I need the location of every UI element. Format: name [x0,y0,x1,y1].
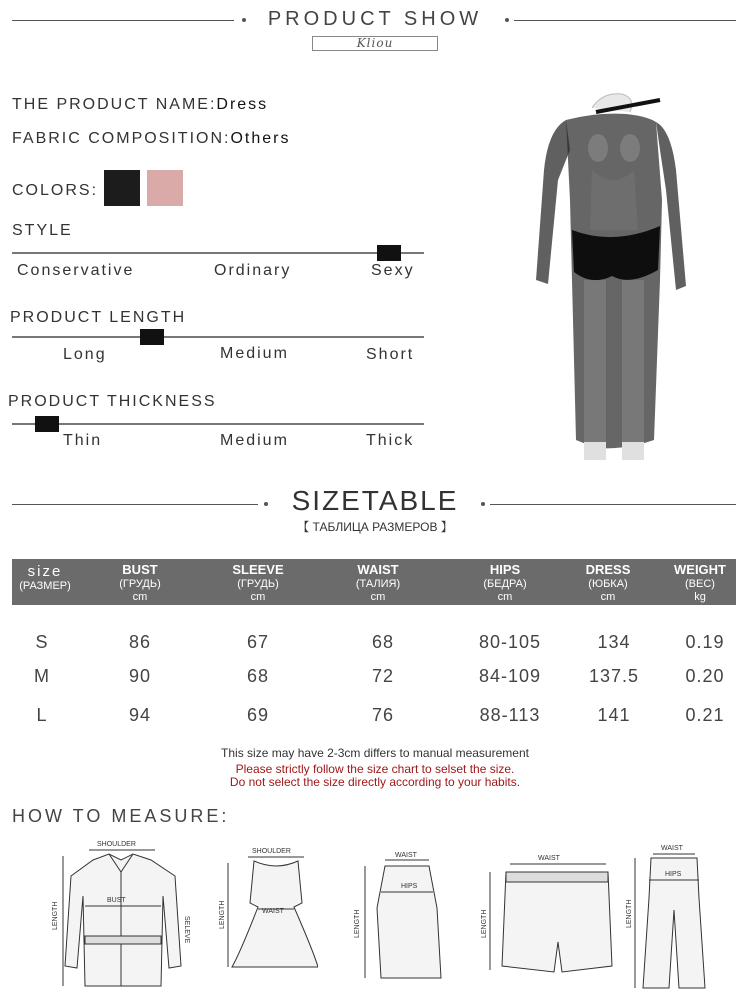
cell-bust-l: 94 [128,705,152,725]
length-scale-line [12,336,424,338]
length-title: PRODUCT LENGTH [10,309,187,326]
how-to-measure-title: HOW TO MEASURE: [12,806,230,826]
fabric-composition: FABRIC COMPOSITION:Others [12,130,291,147]
brand-label: Kliou [312,36,438,51]
skirt-length-label: LENGTH [354,909,361,938]
pants-measure-diagram [625,838,715,996]
header-dot-right [505,18,509,22]
sizetable-title: SIZETABLE [291,485,459,516]
cell-size-m: M [34,666,50,686]
style-label-conservative: Conservative [17,262,135,279]
sizetable-line-right [490,504,736,505]
header-dress: DRESS (ЮБКА) cm [585,562,631,603]
product-name: THE PRODUCT NAME:Dress [12,96,269,113]
cell-weight-l: 0.21 [685,705,725,725]
shirt-sleeve-label: SELEVE [183,916,190,944]
size-table-header [12,559,736,605]
size-warning-1: Please strictly follow the size chart to selset the size. [235,762,515,776]
length-label-medium: Medium [220,345,289,362]
shirt-bust-label: BUST [107,897,126,904]
cell-dress-s: 134 [597,632,631,652]
cell-hips-l: 88-113 [479,705,541,725]
length-label-short: Short [366,346,415,363]
thickness-title: PRODUCT THICKNESS [8,393,217,410]
color-swatch-pink[interactable] [147,170,183,206]
skirt-hips-label: HIPS [401,883,418,890]
shorts-measure-diagram [476,846,616,976]
sizetable-dot-right [481,502,485,506]
thickness-marker [35,416,59,432]
header-size: size (РАЗМЕР) [19,563,71,592]
style-title: STYLE [12,222,73,239]
cell-hips-m: 84-109 [478,666,542,686]
style-scale-line [12,252,424,254]
dress-measure-diagram [218,843,318,993]
sizetable-subtitle: 【 ТАБЛИЦА РАЗМЕРОВ 】 [297,520,453,534]
dress-waist-label: WAIST [262,908,284,915]
cell-weight-m: 0.20 [685,666,725,686]
thickness-label-thick: Thick [366,432,415,449]
length-label-long: Long [63,346,107,363]
product-show-title: PRODUCT SHOW [267,8,483,30]
shirt-measure-diagram [45,836,200,996]
dress-length-label: LENGTH [219,900,226,929]
cell-bust-m: 90 [128,666,152,686]
cell-waist-m: 72 [371,666,395,686]
cell-sleeve-l: 69 [246,705,270,725]
style-label-sexy: Sexy [371,262,415,279]
header-dot-left [242,18,246,22]
pants-length-label: LENGTH [626,899,633,928]
cell-size-s: S [35,632,49,652]
cell-sleeve-s: 67 [246,632,270,652]
length-marker [140,329,164,345]
dress-shoulder-label: SHOULDER [252,848,291,855]
cell-size-l: L [36,705,48,725]
shorts-waist-label: WAIST [538,855,560,862]
header-waist: WAIST (ТАЛИЯ) cm [355,562,401,603]
size-note: This size may have 2-3cm differs to manual measurement [221,746,529,760]
skirt-measure-diagram [345,848,445,993]
cell-sleeve-m: 68 [246,666,270,686]
cell-hips-s: 80-105 [478,632,542,652]
cell-dress-l: 141 [597,705,631,725]
sizetable-line-left [12,504,258,505]
cell-waist-s: 68 [371,632,395,652]
pants-hips-label: HIPS [665,871,682,878]
size-warning-2: Do not select the size directly according to your habits. [229,775,521,789]
shirt-shoulder-label: SHOULDER [97,841,136,848]
header-bust: BUST (ГРУДЬ) cm [119,562,161,603]
pants-waist-label: WAIST [661,845,683,852]
thickness-label-thin: Thin [63,432,103,449]
header-line-left [12,20,234,21]
shorts-length-label: LENGTH [481,909,488,938]
header-sleeve: SLEEVE (ГРУДЬ) cm [232,562,284,603]
thickness-label-medium: Medium [220,432,289,449]
header-weight: WEIGHT (ВЕС) kg [674,562,726,603]
style-marker [377,245,401,261]
shirt-length-label: LENGTH [52,901,59,930]
cell-weight-s: 0.19 [685,632,725,652]
dress-product-image [526,90,696,475]
skirt-waist-label: WAIST [395,852,417,859]
colors-label: COLORS: [12,182,99,199]
cell-dress-m: 137.5 [588,666,640,686]
header-hips: HIPS (БЕДРА) cm [483,562,527,603]
color-swatch-black[interactable] [104,170,140,206]
cell-bust-s: 86 [128,632,152,652]
thickness-scale-line [12,423,424,425]
style-label-ordinary: Ordinary [214,262,292,279]
header-line-right [514,20,736,21]
cell-waist-l: 76 [371,705,395,725]
